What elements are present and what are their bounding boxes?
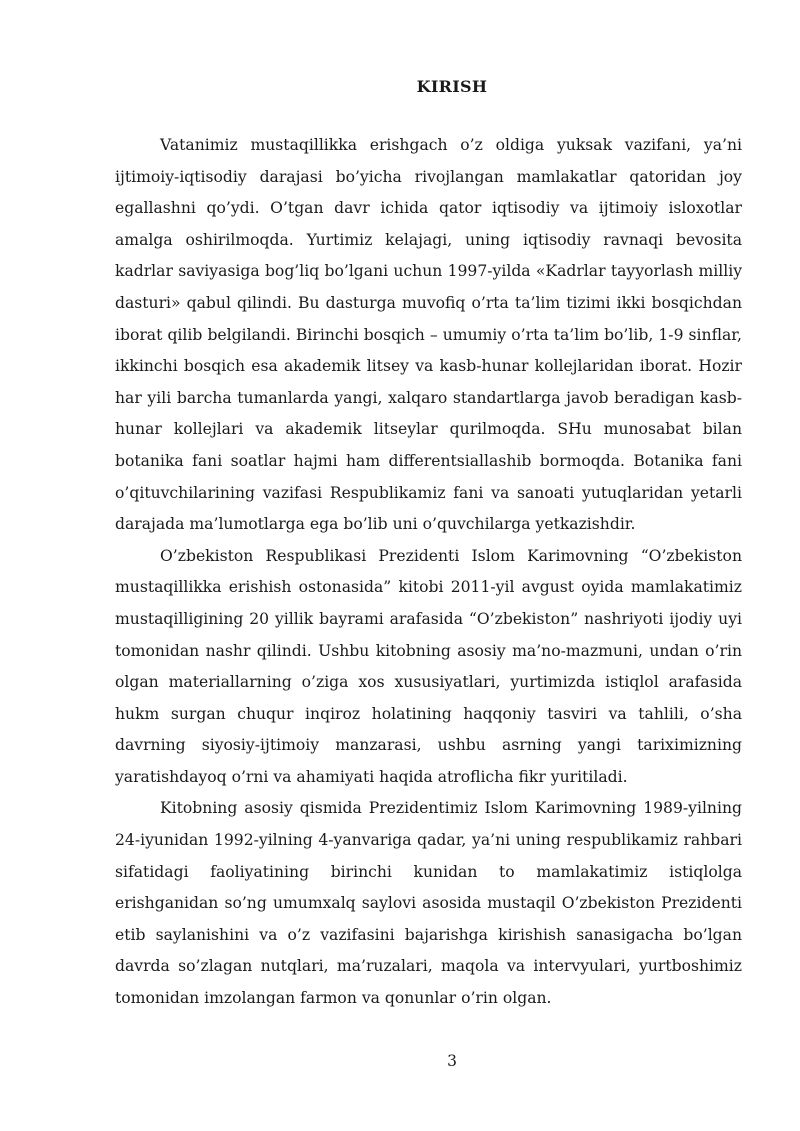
page-title: KIRISH bbox=[416, 77, 488, 96]
paragraph-1: Vatanimiz mustaqillikka erishgach o’z oldiga yuksak vazifani, ya’ni ijtimoiy-iqtisodiy darajasi bo’yicha rivojlangan mamlakatlar qatoridan joy egallashni qo’ydi. O’tgan davr ichida qator iqtisodiy va ijtimoiy isloxotlar amalga oshirilmoqda. Yurtimiz kelajagi, uning iqtisodiy ravnaqi bevosita kadrlar saviyasiga bog’liq bo’lgani uchun 1997-yilda «Kadrlar tayyorlash milliy dasturi» qabul qilindi. Bu dasturga muvofiq o’rta ta’lim tizimi ikki bosqichdan iborat qilib belgilandi. Birinchi bosqich – umumiy o’rta ta’lim bo’lib, 1-9 sinflar, ikkinchi bosqich esa akademik litsey va kasb-hunar kollejlaridan iborat. Hozir har yili barcha tumanlarda yangi, xalqaro standartlarga javob beradigan kasb-hunar kollejlari va akademik litseylar qurilmoqda. SHu munosabat bilan botanika fani soatlar hajmi ham differentsiallashib bormoqda. Botanika fani o’qituvchilarining vazifasi Respublikamiz fani va sanoati yutuqlaridan yetarli darajada ma’lumotlarga ega bo’lib uni o’quvchilarga yetkazishdir. bbox=[115, 136, 742, 534]
body-text bbox=[115, 130, 742, 1015]
paragraph-2: O’zbekiston Respublikasi Prezidenti Islom Karimovning “O’zbekiston mustaqillikka erishish ostonasida” kitobi 2011-yil avgust oyida mamlakatimiz mustaqilligining 20 yillik bayrami arafasida “O’zbekiston” nashriyoti ijodiy uyi tomonidan nashr qilindi. Ushbu kitobning asosiy ma’no-mazmuni, undan o’rin olgan materiallarning o’ziga xos xususiyatlari, yurtimizda istiqlol arafasida hukm surgan chuqur inqiroz holatining haqqoniy tasviri va tahlili, o’sha davrning siyosiy-ijtimoiy manzarasi, ushbu asrning yangi tariximizning yaratishdayoq o’rni va ahamiyati haqida atroflicha fikr yuritiladi. bbox=[115, 546, 742, 786]
paragraph-3: Kitobning asosiy qismida Prezidentimiz Islom Karimovning 1989-yilning 24-iyunidan 1992-yilning 4-yanvariga qadar, ya’ni uning respublikamiz rahbari sifatidagi faoliyatining birinchi kunidan to mamlakatimiz istiqlolga erishganidan so’ng umumxalq saylovi asosida mustaqil O’zbekiston Prezidenti etib saylanishini va o’z vazifasini bajarishga kirishish sanasigacha bo’lgan davrda so’zlagan nutqlari, ma’ruzalari, maqola va intervyulari, yurtboshimiz tomonidan imzolangan farmon va qonunlar o’rin olgan. bbox=[115, 799, 742, 1008]
page-number: 3 bbox=[447, 1052, 457, 1070]
